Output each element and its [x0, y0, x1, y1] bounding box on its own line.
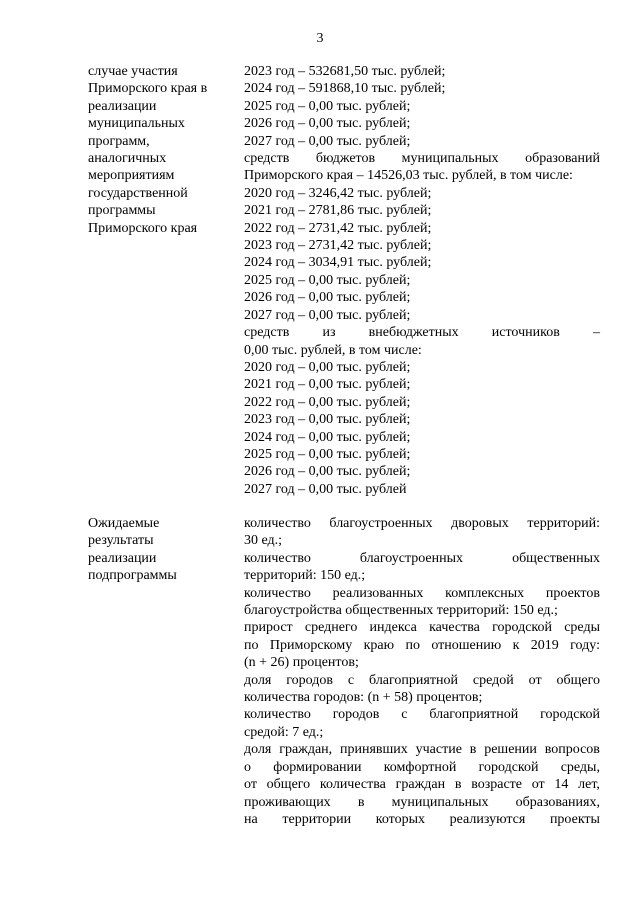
- word: отношению: [431, 637, 502, 653]
- results-line: [244, 741, 600, 758]
- funding-line: 2027 год – 0,00 тыс. рублей;: [244, 133, 411, 149]
- label-line: Приморского края в: [88, 81, 208, 97]
- word: в: [454, 777, 462, 793]
- label-line: случае участия: [88, 64, 178, 79]
- funding-line: 2022 год – 2731,42 тыс. рублей;: [244, 220, 432, 236]
- label-line: Приморского края: [88, 220, 198, 236]
- word: территории: [282, 811, 352, 827]
- word: бюджетов: [315, 151, 376, 167]
- word: дворовых: [451, 516, 509, 531]
- word: количество: [244, 516, 311, 531]
- word: комплексных: [445, 585, 525, 601]
- word: внебюджетных: [368, 325, 459, 341]
- word: от: [531, 777, 545, 793]
- word: формировании: [273, 759, 362, 775]
- word: краю: [363, 637, 395, 653]
- funding-line: Приморского края – 14526,03 тыс. рублей, в том числе:: [244, 168, 573, 184]
- word: территорий:: [527, 516, 600, 531]
- word: граждан: [395, 777, 446, 793]
- funding-sources-content: [244, 63, 600, 498]
- word: доля: [244, 672, 272, 688]
- results-line: территорий: 150 ед.;: [244, 568, 366, 584]
- word: 2019: [530, 637, 559, 653]
- word: 14: [554, 777, 569, 793]
- results-line: [244, 672, 600, 689]
- word: прирост: [244, 620, 293, 636]
- results-line: [244, 515, 600, 532]
- funding-line: 2023 год – 532681,50 тыс. рублей;: [244, 64, 446, 79]
- word: лет,: [578, 777, 600, 793]
- word: общественных: [512, 550, 600, 566]
- results-line: [244, 759, 600, 776]
- word: средств: [244, 151, 290, 167]
- results-line: (n + 26) процентов;: [244, 655, 359, 671]
- label-line: подпрограммы: [88, 568, 177, 584]
- word: количество: [244, 707, 311, 723]
- funding-line: 2025 год – 0,00 тыс. рублей;: [244, 272, 411, 288]
- results-line: [244, 811, 600, 828]
- expected-results-content: [244, 515, 600, 828]
- funding-line: 2026 год – 0,00 тыс. рублей;: [244, 464, 411, 480]
- word: среды: [564, 620, 600, 636]
- word: из: [322, 325, 336, 341]
- word: общего: [556, 672, 600, 688]
- funding-sources-label: [88, 63, 228, 237]
- word: городов: [332, 707, 380, 723]
- label-line: государственной: [88, 185, 188, 201]
- results-line: [244, 550, 600, 567]
- word: комфортной: [383, 759, 457, 775]
- word: городской: [478, 759, 539, 775]
- expected-results-label: [88, 515, 228, 585]
- word: проживающих: [244, 794, 331, 810]
- word: от: [528, 672, 542, 688]
- word: средой: [472, 672, 514, 688]
- word: о: [244, 759, 251, 775]
- funding-line: 2027 год – 0,00 тыс. рублей;: [244, 307, 411, 323]
- results-line: [244, 776, 600, 793]
- word: вопросов: [544, 742, 600, 758]
- word: проекты: [549, 811, 600, 827]
- label-line: Ожидаемые: [88, 516, 160, 531]
- funding-line: 2021 год – 0,00 тыс. рублей;: [244, 377, 411, 393]
- word: от: [244, 777, 257, 793]
- results-line: [244, 794, 600, 811]
- word: количество: [244, 550, 311, 566]
- word: граждан,: [279, 742, 333, 758]
- word: на: [244, 811, 258, 827]
- label-line: мероприятиям: [88, 168, 175, 184]
- results-line: 30 ед.;: [244, 533, 283, 549]
- word: в: [469, 742, 477, 758]
- word: муниципальных: [401, 151, 499, 167]
- label-line: реализации: [88, 98, 157, 114]
- funding-line: 2025 год – 0,00 тыс. рублей;: [244, 98, 411, 114]
- word: доля: [244, 742, 272, 758]
- word: городов: [286, 672, 334, 688]
- results-line: [244, 619, 600, 636]
- label-line: реализации: [88, 550, 157, 566]
- word: благоустроенных: [329, 516, 433, 531]
- funding-line: 2026 год – 0,00 тыс. рублей;: [244, 290, 411, 306]
- page-number: 3: [316, 31, 324, 46]
- results-line: средой: 7 ед.;: [244, 724, 324, 740]
- word: в: [357, 794, 365, 810]
- word: количества: [319, 777, 386, 793]
- funding-line: 2020 год – 3246,42 тыс. рублей;: [244, 185, 432, 201]
- funding-line: 2026 год – 0,00 тыс. рублей;: [244, 116, 411, 132]
- word: индекса: [369, 620, 417, 636]
- word: по: [244, 637, 259, 653]
- word: среды,: [560, 759, 600, 775]
- word: решении: [484, 742, 537, 758]
- word: –: [592, 325, 600, 341]
- funding-line: 2024 год – 591868,10 тыс. рублей;: [244, 81, 446, 97]
- word: образований: [525, 151, 600, 167]
- funding-line: 2020 год – 0,00 тыс. рублей;: [244, 359, 411, 375]
- results-line: [244, 585, 600, 602]
- word: среднего: [304, 620, 358, 636]
- funding-line: 2022 год – 0,00 тыс. рублей;: [244, 394, 411, 410]
- funding-line: [244, 324, 600, 341]
- word: с: [401, 707, 408, 723]
- word: благоприятной: [369, 672, 458, 688]
- word: году:: [570, 637, 600, 653]
- word: городской: [540, 707, 600, 723]
- word: к: [512, 637, 520, 653]
- funding-line: 2021 год – 2781,86 тыс. рублей;: [244, 203, 432, 219]
- funding-line: 2024 год – 0,00 тыс. рублей;: [244, 429, 411, 445]
- funding-line: 2027 год – 0,00 тыс. рублей: [244, 481, 407, 497]
- results-line: [244, 637, 600, 654]
- word: возрасте: [471, 777, 522, 793]
- word: благоприятной: [429, 707, 519, 723]
- funding-line: 2023 год – 2731,42 тыс. рублей;: [244, 238, 432, 254]
- word: городской: [492, 620, 553, 636]
- results-line: количества городов: (n + 58) процентов;: [244, 690, 483, 706]
- word: качества: [429, 620, 480, 636]
- label-line: аналогичных: [88, 151, 167, 167]
- label-line: муниципальных: [88, 116, 185, 132]
- word: благоустроенных: [359, 550, 464, 566]
- funding-line: 2025 год – 0,00 тыс. рублей;: [244, 446, 411, 462]
- word: с: [347, 672, 355, 688]
- funding-line: 0,00 тыс. рублей, в том числе:: [244, 342, 422, 358]
- label-line: программы: [88, 203, 156, 219]
- results-line: [244, 706, 600, 723]
- label-line: результаты: [88, 533, 154, 549]
- word: Приморскому: [269, 637, 353, 653]
- word: муниципальных: [391, 794, 489, 810]
- funding-line: [244, 150, 600, 167]
- label-line: программ,: [88, 133, 150, 149]
- funding-line: 2023 год – 0,00 тыс. рублей;: [244, 412, 411, 428]
- word: участие: [415, 742, 462, 758]
- word: которых: [375, 811, 425, 827]
- word: источников: [491, 325, 560, 341]
- word: реализуются: [449, 811, 526, 827]
- word: по: [405, 637, 420, 653]
- word: образованиях,: [515, 794, 600, 810]
- word: общего: [266, 777, 311, 793]
- word: средств: [244, 325, 290, 341]
- results-line: благоустройства общественных территорий: 150 ед.;: [244, 603, 558, 619]
- word: реализованных: [332, 585, 424, 601]
- word: проектов: [545, 585, 600, 601]
- funding-line: 2024 год – 3034,91 тыс. рублей;: [244, 255, 432, 271]
- word: количество: [244, 585, 311, 601]
- word: принявших: [340, 742, 408, 758]
